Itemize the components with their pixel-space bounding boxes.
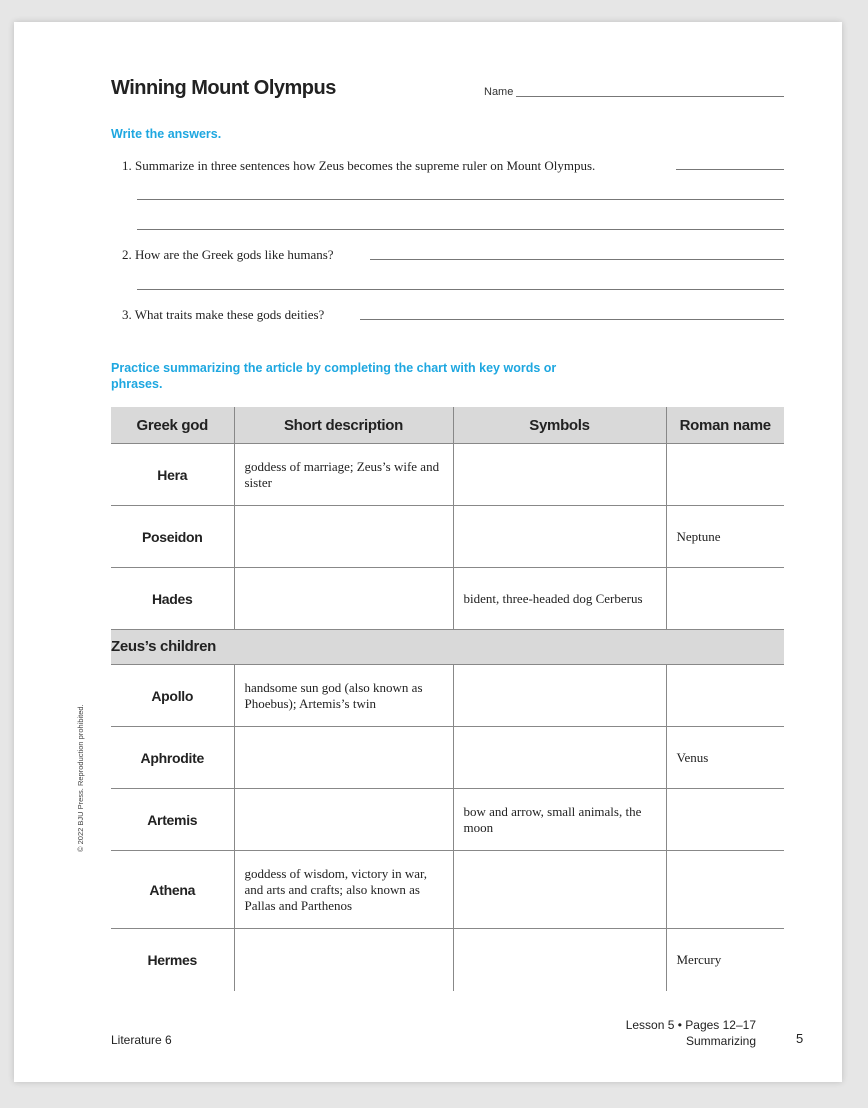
symbols-cell[interactable]: [453, 929, 666, 991]
header-roman-name: Roman name: [666, 407, 784, 444]
roman-name-cell[interactable]: Neptune: [666, 506, 784, 568]
roman-name-cell[interactable]: [666, 568, 784, 630]
symbols-cell[interactable]: [453, 444, 666, 506]
god-name: Aphrodite: [111, 727, 234, 789]
table-row: [111, 665, 784, 727]
description-cell[interactable]: [234, 929, 453, 991]
question-2: 2. How are the Greek gods like humans?: [122, 247, 334, 262]
symbols-cell[interactable]: [453, 851, 666, 929]
description-cell[interactable]: [234, 727, 453, 789]
table-row: [111, 851, 784, 929]
description-cell[interactable]: [234, 568, 453, 630]
symbols-cell[interactable]: [453, 665, 666, 727]
page-title: Winning Mount Olympus: [111, 77, 336, 99]
god-name: Apollo: [111, 665, 234, 727]
header-greek-god: Greek god: [111, 407, 234, 444]
table-row: [111, 506, 784, 568]
answer-line[interactable]: [137, 229, 784, 230]
name-answer-line[interactable]: [516, 96, 784, 97]
header-symbols: Symbols: [453, 407, 666, 444]
description-cell[interactable]: [234, 506, 453, 568]
section-label-zeus-children: Zeus’s children: [111, 630, 784, 665]
question-3: 3. What traits make these gods deities?: [122, 307, 325, 322]
answer-line[interactable]: [676, 169, 784, 170]
book-title: Literature 6: [111, 1033, 172, 1047]
answer-line[interactable]: [137, 199, 784, 200]
symbols-cell[interactable]: bow and arrow, small animals, the moon: [453, 789, 666, 851]
question-1: 1. Summarize in three sentences how Zeus becomes the supreme ruler on Mount Olympus.: [122, 158, 596, 173]
section-row: [111, 630, 784, 665]
copyright-notice: © 2022 BJU Press. Reproduction prohibited.: [76, 704, 85, 852]
symbols-cell[interactable]: [453, 506, 666, 568]
table-row: [111, 727, 784, 789]
table-row: [111, 929, 784, 991]
header-short-description: Short description: [234, 407, 453, 444]
description-cell[interactable]: goddess of wisdom, victory in war, and arts and crafts; also known as Pallas and Parthenos: [234, 851, 453, 929]
god-name: Artemis: [111, 789, 234, 851]
page-number: 5: [796, 1031, 804, 1046]
name-label: Name: [484, 86, 514, 98]
roman-name-cell[interactable]: Venus: [666, 727, 784, 789]
lesson-pages: Lesson 5 • Pages 12–17: [625, 1018, 756, 1032]
answer-line[interactable]: [370, 259, 784, 260]
god-name: Athena: [111, 851, 234, 929]
table-row: [111, 568, 784, 630]
answer-line[interactable]: [360, 319, 784, 320]
symbols-cell[interactable]: [453, 727, 666, 789]
description-cell[interactable]: goddess of marriage; Zeus’s wife and sister: [234, 444, 453, 506]
gods-chart: [111, 407, 784, 991]
answer-line[interactable]: [137, 289, 784, 290]
roman-name-cell[interactable]: [666, 665, 784, 727]
roman-name-cell[interactable]: Mercury: [666, 929, 784, 991]
chart-header-row: [111, 407, 784, 444]
roman-name-cell[interactable]: [666, 789, 784, 851]
chart-instruction: Practice summarizing the article by completing the chart with key words or phrases.: [111, 361, 557, 391]
god-name: Hades: [111, 568, 234, 630]
description-cell[interactable]: handsome sun god (also known as Phoebus); Artemis’s twin: [234, 665, 453, 727]
god-name: Hera: [111, 444, 234, 506]
symbols-cell[interactable]: bident, three-headed dog Cerberus: [453, 568, 666, 630]
description-cell[interactable]: [234, 789, 453, 851]
roman-name-cell[interactable]: [666, 444, 784, 506]
lesson-skill: Summarizing: [685, 1034, 756, 1048]
worksheet-page: [14, 22, 842, 1082]
god-name: Hermes: [111, 929, 234, 991]
roman-name-cell[interactable]: [666, 851, 784, 929]
table-row: [111, 444, 784, 506]
god-name: Poseidon: [111, 506, 234, 568]
answers-instruction: Write the answers.: [111, 127, 222, 141]
lesson-info: [626, 1017, 756, 1049]
table-row: [111, 789, 784, 851]
